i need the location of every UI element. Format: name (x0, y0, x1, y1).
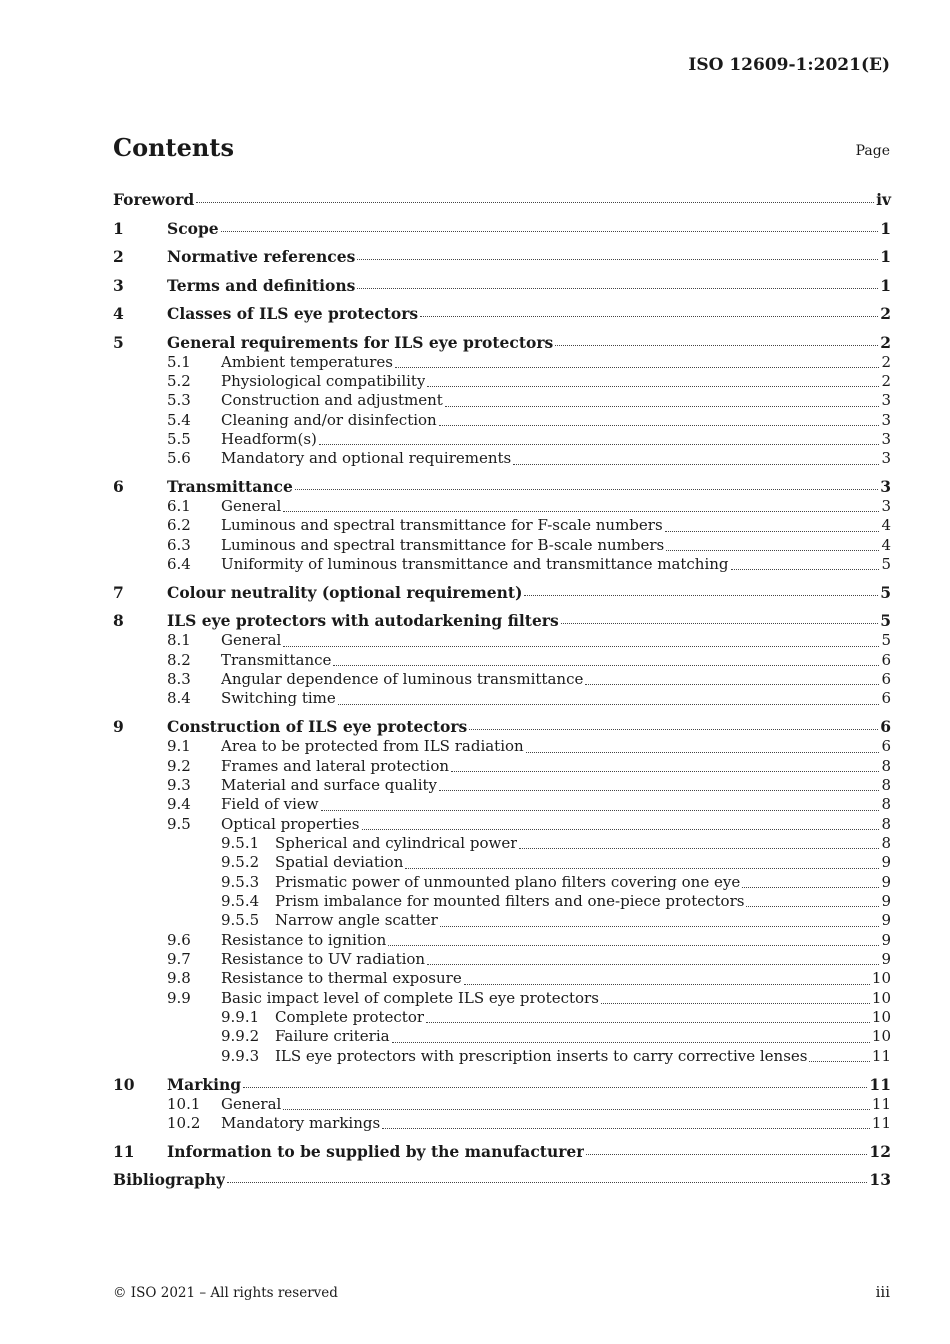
dot-leader (464, 984, 870, 985)
toc-entry[interactable] (113, 931, 891, 950)
dot-leader (427, 964, 879, 965)
toc-entry-title[interactable]: Classes of ILS eye protectors (167, 304, 419, 323)
toc-entry-page: 2 (881, 371, 891, 390)
toc-entry-page: 6 (880, 717, 891, 737)
toc-entry-title[interactable]: Physiological compatibility (221, 371, 426, 390)
toc-entry-page: 8 (881, 795, 891, 814)
dot-leader (513, 464, 879, 465)
toc-entry-title[interactable]: Luminous and spectral transmittance for B-scale numbers (221, 535, 665, 554)
toc-entry[interactable] (113, 651, 891, 670)
toc-entry-page: 5 (880, 582, 891, 602)
toc-entry[interactable] (113, 536, 891, 555)
toc-entry-number: 10.1 (167, 1094, 201, 1113)
dot-leader (555, 345, 878, 346)
toc-entry-page: 6 (881, 650, 891, 669)
toc-entry[interactable] (113, 834, 891, 853)
toc-entry-page: 9 (881, 892, 891, 911)
toc-entry-title[interactable]: General (221, 1094, 282, 1113)
toc-entry-number: 9.3 (167, 776, 191, 794)
dot-leader (295, 489, 878, 490)
toc-entry-page: 3 (881, 410, 891, 429)
toc-entry-page: 6 (881, 737, 891, 756)
toc-entry-number: 1 (113, 218, 124, 238)
toc-entry-title[interactable]: Spherical and cylindrical power (275, 834, 518, 853)
toc-entry-title[interactable]: Mandatory and optional requirements (221, 449, 512, 468)
toc-entry[interactable] (113, 469, 891, 498)
dot-leader (440, 926, 880, 927)
toc-entry-title[interactable]: Frames and lateral protection (221, 756, 450, 775)
dot-leader (283, 646, 879, 647)
dot-leader (333, 665, 879, 666)
toc-entry-number: 10.2 (167, 1114, 201, 1132)
toc-entry-title[interactable]: Headform(s) (221, 429, 317, 448)
toc-entry[interactable] (113, 267, 891, 296)
toc-entry-number: 5.2 (167, 371, 191, 390)
toc-entry-page: 12 (869, 1141, 891, 1161)
toc-entry-title[interactable]: Bibliography (113, 1170, 226, 1190)
toc-entry[interactable] (113, 411, 891, 430)
dot-leader (731, 569, 880, 570)
toc-entry-number: 9.9.3 (221, 1046, 260, 1065)
toc-entry-number: 8.2 (167, 650, 191, 669)
toc-entry-title[interactable]: Construction of ILS eye protectors (167, 717, 468, 737)
dot-leader (426, 1022, 870, 1023)
toc-entry[interactable] (113, 1095, 891, 1114)
toc-entry[interactable] (113, 757, 891, 776)
dot-leader (221, 231, 879, 232)
toc-entry-title[interactable]: Basic impact level of complete ILS eye protectors (221, 988, 599, 1007)
toc-entry-number: 9.5.2 (221, 853, 260, 872)
toc-entry-title[interactable]: Switching time (221, 689, 336, 708)
dot-leader (395, 367, 880, 368)
toc-entry[interactable] (113, 776, 891, 795)
page-column-label: Page (855, 143, 890, 159)
toc-entry[interactable] (113, 497, 891, 516)
page-number: iii (875, 1283, 890, 1301)
toc-entry-page: 9 (881, 930, 891, 949)
toc-entry-page: 8 (881, 814, 891, 833)
dot-leader (321, 810, 880, 811)
toc-entry[interactable] (113, 353, 891, 372)
toc-entry-title[interactable]: Complete protector (275, 1008, 425, 1027)
dot-leader (586, 1154, 867, 1155)
toc-entry-number: 9.4 (167, 795, 191, 814)
toc-entry-title[interactable]: Terms and definitions (167, 275, 356, 295)
toc-entry-title[interactable]: Mandatory markings (221, 1114, 381, 1132)
toc-entry-number: 8.4 (167, 689, 191, 708)
toc-entry-page: 6 (881, 689, 891, 708)
toc-entry[interactable] (113, 555, 891, 574)
toc-entry-number: 5.5 (167, 429, 191, 448)
toc-entry[interactable] (113, 989, 891, 1008)
toc-entry-number: 9.5.4 (221, 892, 260, 911)
toc-entry-page: 3 (881, 449, 891, 468)
toc-entry-number: 3 (113, 275, 124, 295)
toc-entry-title[interactable]: General (221, 497, 282, 516)
dot-leader (439, 425, 880, 426)
dot-leader (420, 316, 878, 317)
dot-leader (585, 684, 879, 685)
toc-entry-page: 3 (881, 391, 891, 410)
toc-entry[interactable] (113, 372, 891, 391)
toc-entry-page: 5 (880, 611, 891, 631)
toc-entry-page: 3 (880, 477, 891, 497)
dot-leader (526, 752, 880, 753)
toc-entry-number: 9.6 (167, 930, 191, 949)
dot-leader (519, 848, 879, 849)
dot-leader (445, 406, 880, 407)
toc-entry-number: 2 (113, 247, 124, 266)
toc-entry-title[interactable]: Luminous and spectral transmittance for F-scale numbers (221, 516, 663, 535)
toc-entry-number: 10 (113, 1074, 135, 1094)
toc-entry-page: 5 (881, 555, 891, 574)
toc-entry[interactable] (113, 1133, 891, 1162)
toc-entry-page: 2 (880, 332, 891, 352)
toc-entry[interactable] (113, 603, 891, 632)
toc-entry-title[interactable]: ILS eye protectors with prescription inserts to carry corrective lenses (275, 1046, 808, 1065)
toc-entry-number: 4 (113, 304, 124, 323)
toc-entry[interactable] (113, 911, 891, 930)
toc-entry-title[interactable]: Resistance to thermal exposure (221, 969, 462, 988)
toc-entry-page: 11 (871, 1114, 891, 1132)
toc-entry[interactable] (113, 185, 891, 210)
toc-entry-title[interactable]: Material and surface quality (221, 776, 438, 794)
toc-entry-number: 6.2 (167, 516, 191, 535)
toc-entry-title[interactable]: Transmittance (167, 477, 293, 497)
toc-entry-page: 10 (871, 969, 891, 988)
toc-entry-number: 5.6 (167, 449, 191, 468)
toc-entry[interactable] (113, 709, 891, 738)
toc-entry-number: 6.4 (167, 555, 191, 574)
toc-entry-number: 9.1 (167, 737, 191, 756)
toc-entry-title[interactable]: General (221, 631, 282, 650)
dot-leader (283, 511, 879, 512)
toc-entry-title[interactable]: Field of view (221, 795, 319, 814)
toc-entry[interactable] (113, 391, 891, 410)
toc-entry-number: 9.5.3 (221, 872, 260, 891)
toc-entry-page: 8 (881, 834, 891, 853)
toc-entry[interactable] (113, 892, 891, 911)
dot-leader (405, 868, 879, 869)
toc-entry-page: 2 (881, 352, 891, 371)
toc-entry[interactable] (113, 449, 891, 468)
toc-entry-page: 3 (881, 497, 891, 516)
dot-leader (561, 623, 879, 624)
toc-entry-page: 8 (881, 756, 891, 775)
toc-entry-title[interactable]: Narrow angle scatter (275, 911, 438, 930)
toc-entry-title[interactable]: Colour neutrality (optional requirement) (167, 582, 523, 602)
toc-entry[interactable] (113, 689, 891, 708)
toc-entry[interactable] (113, 1114, 891, 1133)
toc-entry-title[interactable]: Ambient temperatures (221, 352, 393, 371)
toc-entry-title[interactable]: Scope (167, 218, 219, 238)
contents-title: Contents (113, 133, 234, 162)
toc-entry-page: 11 (871, 1094, 891, 1113)
toc-entry[interactable] (113, 516, 891, 535)
toc-entry-title[interactable]: Resistance to UV radiation (221, 950, 426, 969)
toc-entry-title[interactable]: Spatial deviation (275, 853, 404, 872)
toc-entry[interactable] (113, 631, 891, 650)
toc-entry-number: 9.5.5 (221, 911, 260, 930)
toc-entry-number: 8.3 (167, 670, 191, 689)
toc-entry[interactable] (113, 737, 891, 756)
toc-entry-number: 9.9 (167, 988, 191, 1007)
toc-entry-number: 6.3 (167, 535, 191, 554)
toc-entry[interactable] (113, 324, 891, 353)
toc-entry-number: 11 (113, 1141, 135, 1161)
dot-leader (666, 550, 879, 551)
toc-entry[interactable] (113, 853, 891, 872)
toc-entry[interactable] (113, 574, 891, 603)
dot-leader (392, 1042, 870, 1043)
toc-entry-page: 8 (881, 776, 891, 794)
table-of-contents (113, 185, 891, 1190)
dot-leader (283, 1109, 870, 1110)
toc-entry-number: 9.5.1 (221, 834, 260, 853)
toc-entry[interactable] (113, 815, 891, 834)
toc-entry-page: 1 (880, 218, 891, 238)
toc-entry-number: 5.1 (167, 352, 191, 371)
toc-entry[interactable] (113, 210, 891, 239)
toc-entry-title[interactable]: Failure criteria (275, 1027, 390, 1046)
toc-entry-page: 13 (869, 1170, 891, 1190)
dot-leader (382, 1128, 870, 1129)
dot-leader (451, 771, 879, 772)
dot-leader (665, 531, 880, 532)
dot-leader (338, 704, 880, 705)
toc-entry-title[interactable]: Area to be protected from ILS radiation (221, 737, 524, 756)
toc-entry-page: 3 (881, 429, 891, 448)
dot-leader (243, 1087, 867, 1088)
toc-entry-number: 9.2 (167, 756, 191, 775)
toc-entry-title[interactable]: Transmittance (221, 650, 332, 669)
dot-leader (427, 386, 879, 387)
toc-entry-page: 1 (880, 275, 891, 295)
toc-entry[interactable] (113, 430, 891, 449)
copyright-notice: © ISO 2021 – All rights reserved (113, 1285, 338, 1301)
toc-entry-number: 5.3 (167, 391, 191, 410)
toc-entry-page: 9 (881, 853, 891, 872)
dot-leader (742, 887, 879, 888)
document-id: ISO 12609-1:2021(E) (688, 55, 890, 75)
toc-entry-number: 9.5 (167, 814, 191, 833)
toc-entry-page: 4 (881, 535, 891, 554)
dot-leader (227, 1182, 867, 1183)
toc-entry-title[interactable]: Foreword (113, 190, 195, 209)
toc-entry-number: 9.9.1 (221, 1008, 260, 1027)
toc-entry[interactable] (113, 795, 891, 814)
toc-entry-page: 10 (871, 988, 891, 1007)
toc-entry-page: 1 (880, 247, 891, 266)
toc-entry-number: 9.7 (167, 950, 191, 969)
toc-entry-title[interactable]: ILS eye protectors with autodarkening filters (167, 611, 559, 631)
dot-leader (357, 259, 878, 260)
dot-leader (746, 906, 879, 907)
toc-entry-page: 4 (881, 516, 891, 535)
toc-entry-page: 10 (871, 1027, 891, 1046)
toc-entry-title[interactable]: Angular dependence of luminous transmittance (221, 670, 584, 689)
dot-leader (357, 288, 878, 289)
toc-entry-title[interactable]: Prism imbalance for mounted filters and one-piece protectors (275, 892, 745, 911)
toc-entry-page: 2 (880, 304, 891, 323)
toc-entry-page: 9 (881, 872, 891, 891)
toc-entry-number: 9.8 (167, 969, 191, 988)
toc-entry-number: 6 (113, 477, 124, 497)
dot-leader (809, 1061, 869, 1062)
toc-entry-title[interactable]: Prismatic power of unmounted plano filters covering one eye (275, 872, 741, 891)
dot-leader (319, 444, 880, 445)
toc-entry-page: 11 (869, 1074, 891, 1094)
toc-entry[interactable] (113, 950, 891, 969)
toc-entry-page: 10 (871, 1008, 891, 1027)
toc-entry-number: 5.4 (167, 410, 191, 429)
toc-entry[interactable] (113, 1047, 891, 1066)
toc-entry-title[interactable]: Construction and adjustment (221, 391, 443, 410)
toc-entry[interactable] (113, 1008, 891, 1027)
toc-entry-number: 8 (113, 611, 124, 631)
toc-entry-title[interactable]: General requirements for ILS eye protectors (167, 332, 554, 352)
toc-entry[interactable] (113, 670, 891, 689)
toc-entry[interactable] (113, 1066, 891, 1095)
toc-entry-page: 11 (871, 1046, 891, 1065)
toc-entry-title[interactable]: Uniformity of luminous transmittance and transmittance matching (221, 555, 729, 574)
toc-entry-number: 7 (113, 582, 124, 602)
toc-entry[interactable] (113, 239, 891, 268)
toc-entry-number: 8.1 (167, 631, 191, 650)
toc-entry-title[interactable]: Normative references (167, 247, 356, 266)
dot-leader (388, 945, 879, 946)
toc-entry-number: 6.1 (167, 497, 191, 516)
toc-entry-page: 5 (881, 631, 891, 650)
toc-entry-title[interactable]: Cleaning and/or disinfection (221, 410, 437, 429)
toc-entry[interactable] (113, 873, 891, 892)
toc-entry-page: iv (876, 190, 891, 209)
dot-leader (439, 790, 879, 791)
dot-leader (362, 829, 880, 830)
toc-entry[interactable] (113, 296, 891, 325)
toc-entry-number: 9 (113, 717, 124, 737)
toc-entry-title[interactable]: Information to be supplied by the manufacturer (167, 1141, 585, 1161)
dot-leader (469, 729, 878, 730)
toc-entry[interactable] (113, 969, 891, 988)
toc-entry-title[interactable]: Resistance to ignition (221, 930, 387, 949)
dot-leader (524, 595, 878, 596)
toc-entry-title[interactable]: Marking (167, 1074, 242, 1094)
toc-entry[interactable] (113, 1027, 891, 1046)
toc-entry-number: 5 (113, 332, 124, 352)
toc-entry-number: 9.9.2 (221, 1027, 260, 1046)
toc-entry-title[interactable]: Optical properties (221, 814, 360, 833)
toc-entry-page: 6 (881, 670, 891, 689)
toc-entry-page: 9 (881, 950, 891, 969)
dot-leader (601, 1003, 870, 1004)
toc-entry[interactable] (113, 1162, 891, 1191)
toc-entry-page: 9 (881, 911, 891, 930)
dot-leader (196, 202, 874, 203)
